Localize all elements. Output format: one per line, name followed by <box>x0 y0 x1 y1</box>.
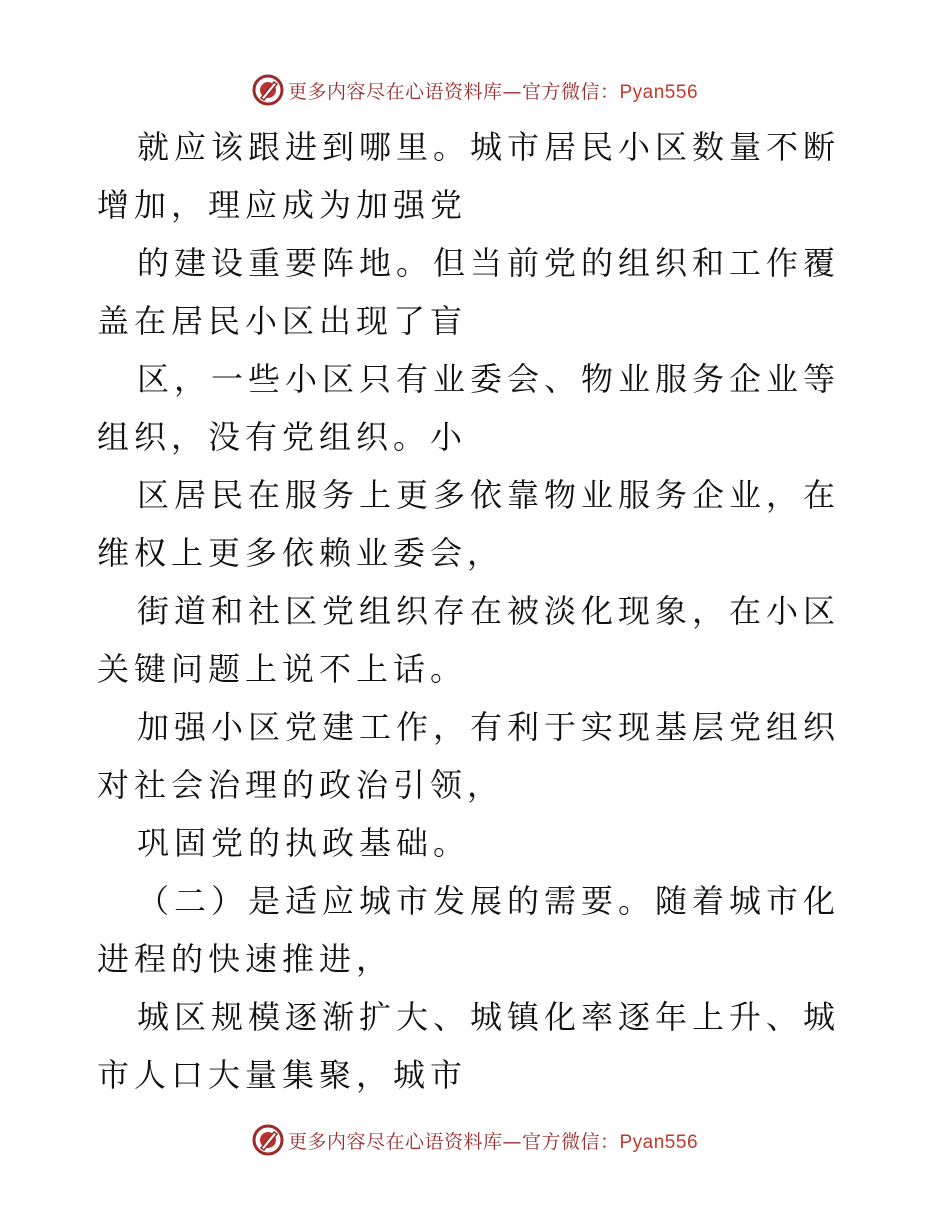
header-banner-separator: — <box>502 80 522 103</box>
document-body <box>97 118 857 1104</box>
footer-wechat-handle: Pyan556 <box>619 1131 699 1153</box>
paragraph: 街道和社区党组织存在被淡化现象，在小区关键问题上说不上话。 <box>97 592 841 688</box>
header-wechat-label: 官方微信： <box>521 80 620 103</box>
header-watermark-banner <box>0 70 950 110</box>
header-wechat-handle: Pyan556 <box>619 81 699 103</box>
pen-logo-icon <box>252 74 284 106</box>
footer-banner-text <box>288 1127 698 1154</box>
paragraph: 加强小区党建工作，有利于实现基层党组织对社会治理的政治引领， <box>97 708 841 804</box>
paragraph: 区，一些小区只有业委会、物业服务企业等组织，没有党组织。小 <box>97 360 841 456</box>
footer-wechat-label: 官方微信： <box>521 1130 620 1153</box>
paragraph: 的建设重要阵地。但当前党的组织和工作覆盖在居民小区出现了盲 <box>97 244 841 340</box>
paragraph: 区居民在服务上更多依靠物业服务企业，在维权上更多依赖业委会， <box>97 476 841 572</box>
paragraph: （二）是适应城市发展的需要。随着城市化进程的快速推进， <box>97 882 841 978</box>
footer-watermark-banner <box>0 1120 950 1160</box>
header-banner-title: 更多内容尽在心语资料库 <box>287 80 503 103</box>
footer-banner-separator: — <box>502 1130 522 1153</box>
footer-banner-title: 更多内容尽在心语资料库 <box>287 1130 503 1153</box>
pen-logo-icon <box>252 1124 284 1156</box>
header-banner-text <box>288 77 698 104</box>
paragraph: 就应该跟进到哪里。城市居民小区数量不断增加，理应成为加强党 <box>97 128 841 224</box>
paragraph: 巩固党的执政基础。 <box>137 824 471 862</box>
paragraph: 城区规模逐渐扩大、城镇化率逐年上升、城市人口大量集聚，城市 <box>97 998 841 1094</box>
